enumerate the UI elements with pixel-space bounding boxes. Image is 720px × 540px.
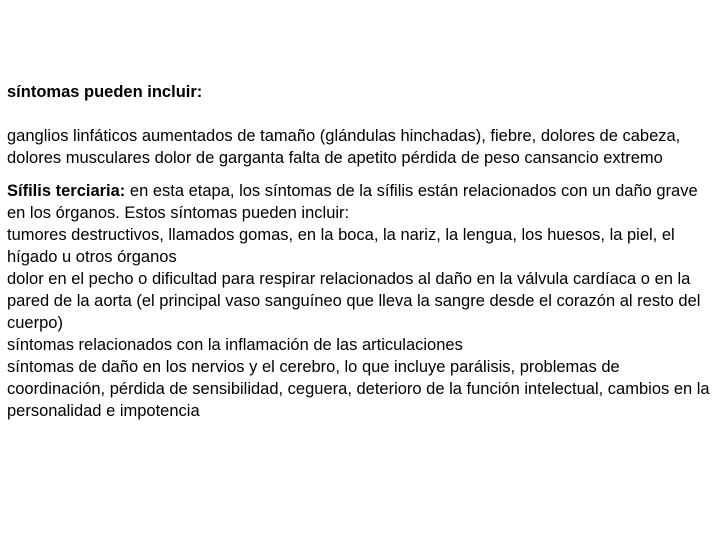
symptom-item-cardiac: dolor en el pecho o dificultad para respirar relacionados al daño en la válvula cardíaca o en la pared de la aorta (el principal vaso sanguíneo que lleva la sangre desde el corazón al resto del cuerpo) [7, 270, 701, 332]
symptoms-heading: síntomas pueden incluir: [7, 83, 203, 101]
spacer [7, 103, 713, 125]
tertiary-syphilis-paragraph [7, 180, 713, 224]
tertiary-syphilis-term: Sífilis terciaria: [7, 182, 126, 200]
tertiary-syphilis-intro: en esta etapa, los síntomas de la sífilis están relacionados con un daño grave en los órganos. Estos síntomas pueden incluir: [7, 182, 698, 222]
spacer [7, 169, 713, 180]
symptom-item-joints: síntomas relacionados con la inflamación de las articulaciones [7, 336, 463, 354]
secondary-symptoms-text: ganglios linfáticos aumentados de tamaño (glándulas hinchadas), fiebre, dolores de cabeza, dolores musculares dolor de garganta falta de apetito pérdida de peso cansancio extremo [7, 127, 681, 167]
symptom-item-gummas: tumores destructivos, llamados gomas, en la boca, la nariz, la lengua, los huesos, la piel, el hígado u otros órganos [7, 226, 675, 266]
slide-text-body [7, 81, 713, 422]
symptom-item-neuro: síntomas de daño en los nervios y el cerebro, lo que incluye parálisis, problemas de coordinación, pérdida de sensibilidad, ceguera, deterioro de la función intelectual, cambios en la personalidad e impotencia [7, 358, 710, 420]
